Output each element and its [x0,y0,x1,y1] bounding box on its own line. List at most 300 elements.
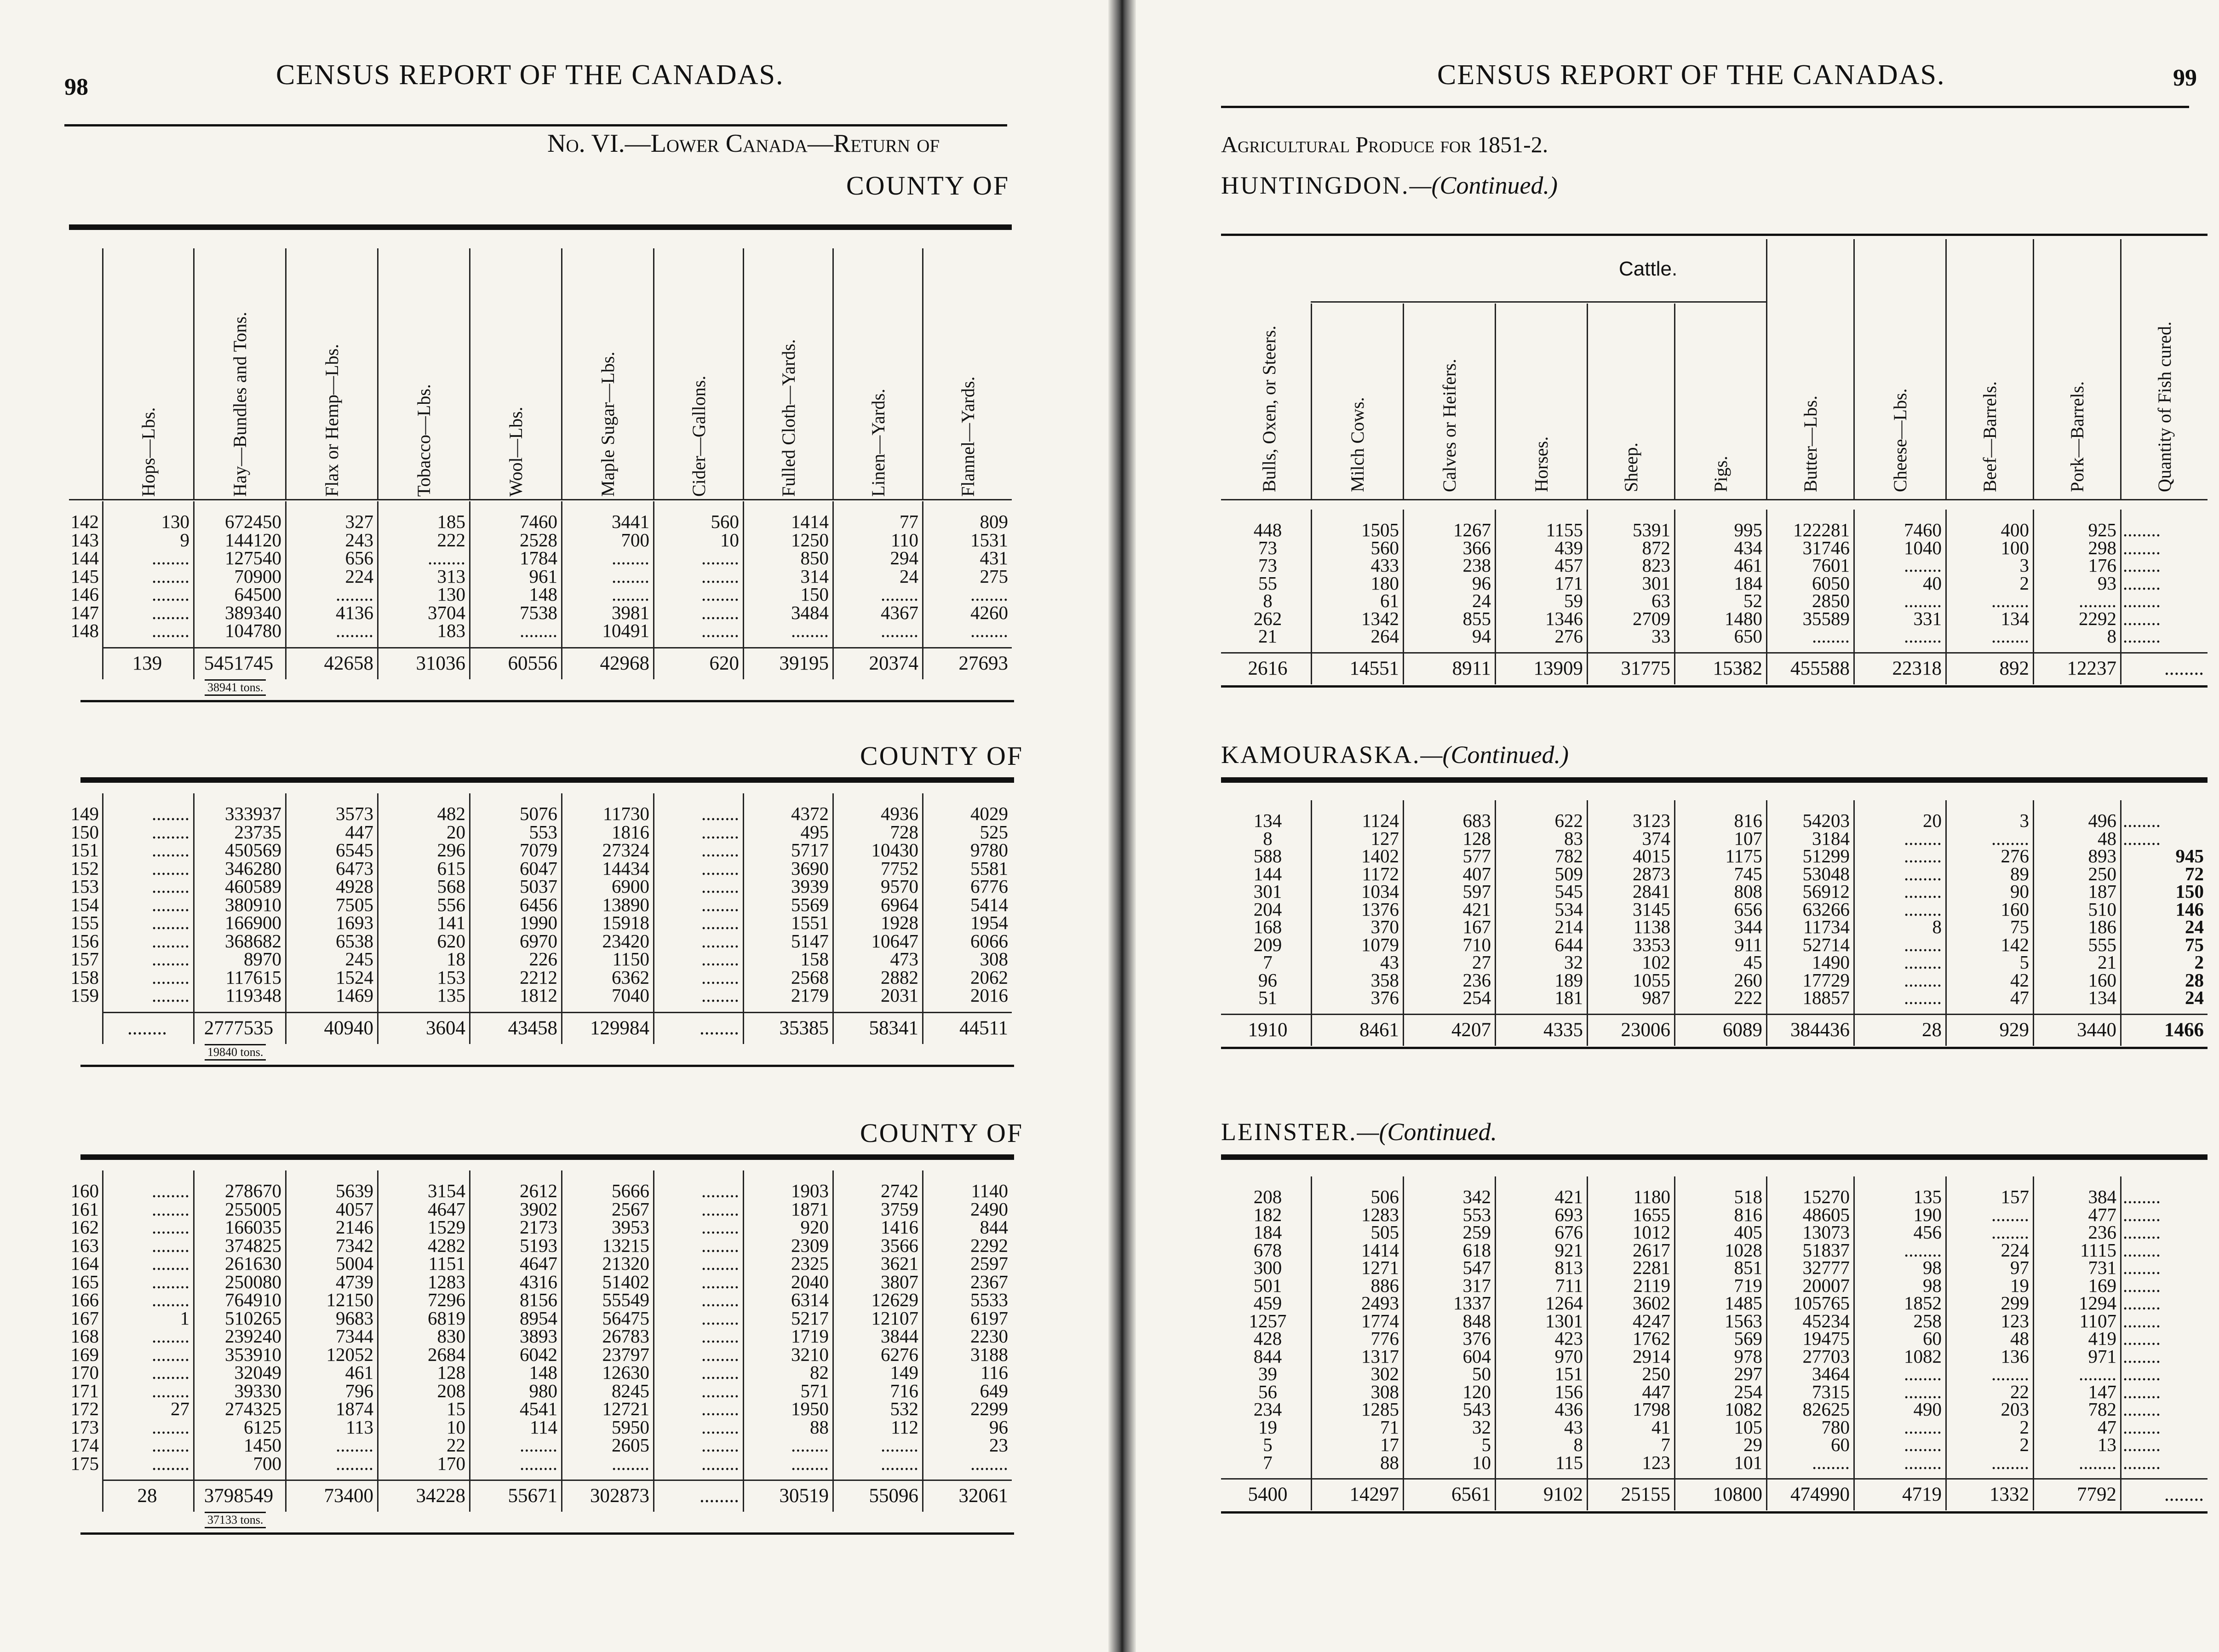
table-cell: 7460 [1904,519,1942,540]
table-cell: 75 [2010,916,2029,937]
table-cell: 945 [2175,845,2204,866]
table-cell: 259 [1462,1222,1491,1243]
table-cell: 2490 [970,1198,1008,1220]
table-cell: 10 [1472,1451,1491,1473]
table-cell: ........ [1904,969,1942,991]
table-cell: 1505 [1361,519,1399,540]
table-cell: 254 [1462,987,1491,1008]
total-cell: 9102 [1543,1484,1583,1505]
table-cell: ........ [336,584,373,605]
table-cell: ........ [1904,952,1942,973]
block-top-rule [80,777,1014,783]
table-cell: 1774 [1361,1310,1399,1331]
table-cell: 431 [980,547,1008,568]
table-cell: ........ [2123,625,2161,647]
table-cell: 5950 [612,1416,649,1438]
table-cell: 21 [2098,952,2116,973]
table-cell: 5639 [336,1180,373,1201]
table-cell: 2914 [1633,1345,1670,1367]
table-cell: ........ [520,1434,557,1456]
table-cell: ........ [1904,1381,1942,1402]
table-cell: 921 [1554,1239,1583,1261]
table-cell: 128 [1462,827,1491,849]
column-divider [653,793,654,1044]
table-cell: 844 [980,1216,1008,1238]
column-heading: Tobacco—Lbs. [413,384,434,497]
tons-note: 38941 tons. [205,679,266,696]
table-cell: 27 [1472,952,1491,973]
table-cell: 423 [1554,1328,1583,1349]
table-cell: 48 [2010,1328,2029,1349]
table-cell: 204 [1253,898,1282,920]
table-cell: 82 [810,1362,829,1383]
table-cell: 185 [437,511,465,532]
table-cell: ........ [152,966,189,988]
table-cell: 3441 [612,511,649,532]
table-cell: 553 [529,821,557,843]
table-cell: 26783 [602,1325,649,1347]
table-cell: 169 [2088,1274,2116,1296]
table-cell: 780 [1821,1416,1850,1438]
table-cell: ........ [152,894,189,915]
table-cell: 6538 [336,930,373,952]
table-cell: 275 [980,565,1008,587]
table-cell: 4316 [520,1271,557,1292]
table-cell: ........ [701,1380,739,1401]
table-cell: 63 [1651,590,1670,611]
total-cell: 892 [1999,657,2029,679]
table-cell: ........ [2079,1363,2116,1384]
table-cell: 113 [346,1416,373,1438]
table-cell: 21320 [602,1253,649,1274]
table-cell: 114 [530,1416,557,1438]
totals-rule [102,647,1012,648]
table-cell: 7538 [520,602,557,623]
table-cell: 2016 [970,985,1008,1006]
table-cell: 5 [1263,1434,1273,1455]
table-cell: ........ [152,584,189,605]
table-cell: 1082 [1725,1399,1762,1420]
table-cell: 45 [1743,952,1762,973]
column-divider [1587,1176,1588,1510]
table-cell: 525 [980,821,1008,843]
table-cell: ........ [152,620,189,641]
table-cell: 53048 [1802,863,1850,884]
table-cell: 24 [2185,916,2204,937]
table-cell: 31746 [1802,537,1850,558]
column-divider [377,248,378,499]
table-cell: 776 [1370,1328,1399,1349]
table-cell: 1082 [1904,1345,1942,1367]
table-cell: 12150 [326,1289,373,1310]
table-cell: 384 [2088,1186,2116,1207]
table-cell: 1150 [612,948,649,969]
total-cell: 384436 [1790,1019,1850,1041]
total-cell: 13909 [1533,657,1583,679]
table-cell: 11730 [603,803,649,824]
table-cell: 5391 [1633,519,1670,540]
table-cell: ........ [2123,1257,2161,1278]
table-cell: 1346 [1545,608,1583,629]
block-top-rule [1221,777,2208,783]
column-divider [1495,304,1496,499]
column-divider [922,793,923,1044]
table-cell: ........ [701,1198,739,1220]
table-cell: 683 [1462,810,1491,831]
header-rule [1221,106,2189,108]
table-cell: 105765 [1793,1292,1850,1314]
table-cell: 9570 [881,876,918,897]
table-cell: ........ [520,1452,557,1474]
table-cell: 11734 [1803,916,1850,937]
table-cell: ........ [1904,1363,1942,1384]
total-cell: 32061 [958,1485,1008,1507]
table-cell: 71 [1380,1416,1399,1438]
table-cell: 61 [1380,590,1399,611]
total-cell: 6089 [1723,1019,1762,1041]
table-cell: 710 [1462,934,1491,955]
table-cell: 1155 [1546,519,1583,540]
table-cell: ........ [701,602,739,623]
table-cell: ........ [1904,1416,1942,1438]
column-heading: Flannel—Yards. [957,376,978,497]
table-cell: 556 [437,894,465,915]
table-cell: 7505 [336,894,373,915]
table-cell: 428 [1253,1328,1282,1349]
table-cell: 48 [2098,827,2116,849]
table-cell: 1337 [1453,1292,1491,1314]
table-cell: 3484 [791,602,829,623]
table-cell: 5147 [791,930,829,952]
table-cell: ........ [701,1216,739,1238]
column-divider [922,501,923,679]
table-cell: 5666 [612,1180,649,1201]
table-cell: 2841 [1633,881,1670,902]
table-cell: 1175 [1725,845,1762,866]
table-cell: 987 [1642,987,1670,1008]
column-heading: Pork—Barrels. [2067,381,2087,492]
total-cell: 7792 [2077,1484,2116,1505]
table-cell: 436 [1554,1399,1583,1420]
column-divider [1311,800,1312,1046]
table-cell: 5717 [791,839,829,860]
table-cell: 344 [1734,916,1762,937]
column-divider [2120,1176,2122,1510]
table-cell: 3145 [1633,898,1670,920]
table-cell: ........ [2123,1222,2161,1243]
county-heading [1221,171,1558,200]
table-cell: 1490 [1812,952,1850,973]
table-cell: ........ [152,857,189,879]
table-cell: 146 [2175,898,2204,920]
table-cell: 93 [2098,572,2116,594]
table-cell: 1250 [791,529,829,551]
table-cell: 23 [989,1434,1008,1456]
table-cell: 130 [161,511,189,532]
column-divider [102,248,103,499]
table-cell: 2605 [612,1434,649,1456]
table-cell: 135 [437,985,465,1006]
column-divider [1403,1176,1404,1510]
column-divider [561,793,562,1044]
column-divider [1403,510,1404,684]
table-cell: ........ [701,1452,739,1474]
table-cell: 844 [1253,1345,1282,1367]
table-cell: 135 [1913,1186,1942,1207]
table-cell: 1416 [881,1216,918,1238]
table-cell: 299 [2001,1292,2029,1314]
table-cell: 15918 [602,912,649,933]
table-cell: 35589 [1802,608,1850,629]
table-cell: 153 [437,966,465,988]
table-cell: 534 [1554,898,1583,920]
column-divider [102,1170,103,1512]
table-cell: 571 [800,1380,829,1401]
table-cell: 24 [1472,590,1491,611]
table-cell: 107 [1734,827,1762,849]
table-cell: 3844 [881,1325,918,1347]
table-cell: 650 [1734,625,1762,647]
row-number: 155 [70,912,99,933]
column-divider [1403,304,1404,499]
table-cell: 3690 [791,857,829,879]
table-cell: 1990 [520,912,557,933]
total-cell: 31036 [416,652,465,674]
table-cell: ........ [701,1362,739,1383]
table-cell: ........ [152,1434,189,1456]
table-cell: 4372 [791,803,829,824]
table-cell: 693 [1554,1204,1583,1225]
total-cell: 15382 [1713,657,1762,679]
county-name: KAMOURASKA. [1221,741,1421,769]
table-cell: ........ [701,1416,739,1438]
table-cell: 711 [1555,1274,1583,1296]
table-cell: 808 [1734,881,1762,902]
table-cell: ........ [2123,810,2161,831]
table-cell: ........ [520,620,557,641]
table-cell: 52714 [1802,934,1850,955]
column-divider [743,248,744,499]
table-cell: 60 [1923,1328,1942,1349]
table-cell: ........ [1904,555,1942,576]
table-cell: 3123 [1633,810,1670,831]
table-cell: ........ [612,547,649,568]
table-cell: 1285 [1361,1399,1399,1420]
table-cell: 89 [2010,863,2029,884]
table-cell: 4367 [881,602,918,623]
table-cell: 7601 [1812,555,1850,576]
cattle-group-rule [1311,301,1766,303]
table-cell: 77 [900,511,918,532]
column-divider [469,793,470,1044]
table-cell: 728 [890,821,918,843]
table-cell: ........ [2123,590,2161,611]
row-number: 160 [70,1180,99,1201]
row-number: 143 [70,529,99,551]
table-cell: 112 [891,1416,918,1438]
table-cell: 2 [2019,572,2029,594]
table-cell: 70900 [234,565,281,587]
table-cell: 115 [1555,1451,1583,1473]
row-number: 144 [70,547,99,568]
total-cell: 5451745 [204,652,274,674]
table-cell: 13890 [602,894,649,915]
table-cell: 569 [1734,1328,1762,1349]
table-cell: ........ [1991,1204,2029,1225]
table-cell: 6964 [881,894,918,915]
total-cell: ........ [2164,657,2204,679]
table-cell: 995 [1734,519,1762,540]
total-cell: 455588 [1790,657,1850,679]
row-number: 164 [70,1253,99,1274]
column-divider [1674,800,1675,1046]
table-cell: 731 [2088,1257,2116,1278]
county-heading [1221,1118,1497,1146]
table-cell: 434 [1734,537,1762,558]
table-cell: 98 [1923,1257,1942,1278]
column-divider [285,501,287,679]
table-cell: 911 [1735,934,1762,955]
column-divider [2033,800,2034,1046]
table-top-rule [69,224,1012,230]
table-cell: 1283 [1361,1204,1399,1225]
table-cell: 183 [437,620,465,641]
table-cell: ........ [701,821,739,843]
column-heading: Wool—Lbs. [505,407,526,497]
table-cell: 450569 [225,839,281,860]
table-cell: 4015 [1633,845,1670,866]
table-cell: 1524 [336,966,373,988]
table-cell: 1450 [244,1434,281,1456]
table-cell: 8954 [520,1307,557,1329]
column-divider [832,793,834,1044]
table-cell: ........ [152,948,189,969]
table-cell: 848 [1462,1310,1491,1331]
table-cell: 222 [1734,987,1762,1008]
table-cell: 2062 [970,966,1008,988]
table-cell: 208 [437,1380,465,1401]
total-cell: 44511 [959,1017,1008,1039]
table-cell: 243 [345,529,373,551]
table-cell: 27324 [602,839,649,860]
column-heading: Horses. [1531,436,1552,492]
table-cell: 6456 [520,894,557,915]
table-cell: ........ [791,1434,829,1456]
table-cell: 105 [1734,1416,1762,1438]
table-cell: 40 [1923,572,1942,594]
table-cell: 5193 [520,1234,557,1256]
table-cell: 3759 [881,1198,918,1220]
table-cell: 618 [1462,1239,1491,1261]
table-cell: 54203 [1802,810,1850,831]
table-cell: ........ [2079,1451,2116,1473]
table-cell: ........ [336,620,373,641]
table-cell: ........ [152,985,189,1006]
table-cell: 147 [2088,1381,2116,1402]
table-cell: 1954 [970,912,1008,933]
column-divider [102,501,103,679]
block-bottom-rule [80,1065,1014,1067]
table-cell: 3353 [1633,934,1670,955]
table-cell: 700 [253,1452,281,1474]
table-cell: 961 [529,565,557,587]
county-heading [1221,740,1569,769]
table-cell: ........ [701,1234,739,1256]
table-cell: 496 [2088,810,2116,831]
column-divider [285,1170,287,1512]
table-cell: 17 [1380,1434,1399,1455]
column-heading: Beef—Barrels. [1979,381,2000,492]
table-cell: ........ [701,948,739,969]
table-cell: 6970 [520,930,557,952]
table-cell: 7460 [520,511,557,532]
column-heading: Cider—Gallons. [688,375,709,497]
table-cell: 23797 [602,1343,649,1365]
table-cell: 1693 [336,912,373,933]
column-divider [1853,510,1855,684]
table-cell: 2528 [520,529,557,551]
table-cell: 1124 [1362,810,1399,831]
column-divider [1674,304,1675,499]
table-cell: 1040 [1904,537,1942,558]
total-cell: 35385 [779,1017,829,1039]
table-cell: 419 [2088,1328,2116,1349]
table-cell: 6776 [970,876,1008,897]
table-cell: 10 [720,529,739,551]
total-cell: 8461 [1359,1019,1399,1041]
table-cell: 380910 [225,894,281,915]
table-cell: 9780 [970,839,1008,860]
table-cell: 3902 [520,1198,557,1220]
table-cell: 160 [2088,969,2116,991]
table-cell: 134 [2088,987,2116,1008]
table-cell: 782 [1554,845,1583,866]
table-cell: 1529 [428,1216,465,1238]
table-cell: 300 [1253,1257,1282,1278]
column-divider [2120,800,2122,1046]
row-number: 172 [70,1398,99,1419]
table-cell: 55549 [602,1289,649,1310]
table-cell: 104780 [225,620,281,641]
table-cell: 224 [2001,1239,2029,1261]
table-cell: 796 [345,1380,373,1401]
total-cell: 43458 [508,1017,557,1039]
table-cell: 226 [529,948,557,969]
table-cell: 1402 [1361,845,1399,866]
table-cell: 157 [2001,1186,2029,1207]
column-divider [285,248,287,499]
table-cell: 745 [1734,863,1762,884]
table-cell: ........ [1991,1451,2029,1473]
column-divider [653,501,654,679]
total-cell: ........ [127,1017,167,1039]
table-cell: 1294 [2079,1292,2116,1314]
total-cell: 10800 [1713,1484,1762,1505]
table-cell: 3210 [791,1343,829,1365]
table-cell: 56912 [1802,881,1850,902]
table-cell: 12721 [602,1398,649,1419]
table-cell: 473 [890,948,918,969]
table-cell: 56475 [602,1307,649,1329]
table-cell: 370 [1370,916,1399,937]
table-cell: ........ [1904,1451,1942,1473]
total-cell: 1332 [1990,1484,2029,1505]
table-cell: ........ [791,1452,829,1474]
column-divider [1945,510,1947,684]
table-cell: 144120 [225,529,281,551]
tons-note: 19840 tons. [205,1044,266,1061]
table-cell: 4739 [336,1271,373,1292]
